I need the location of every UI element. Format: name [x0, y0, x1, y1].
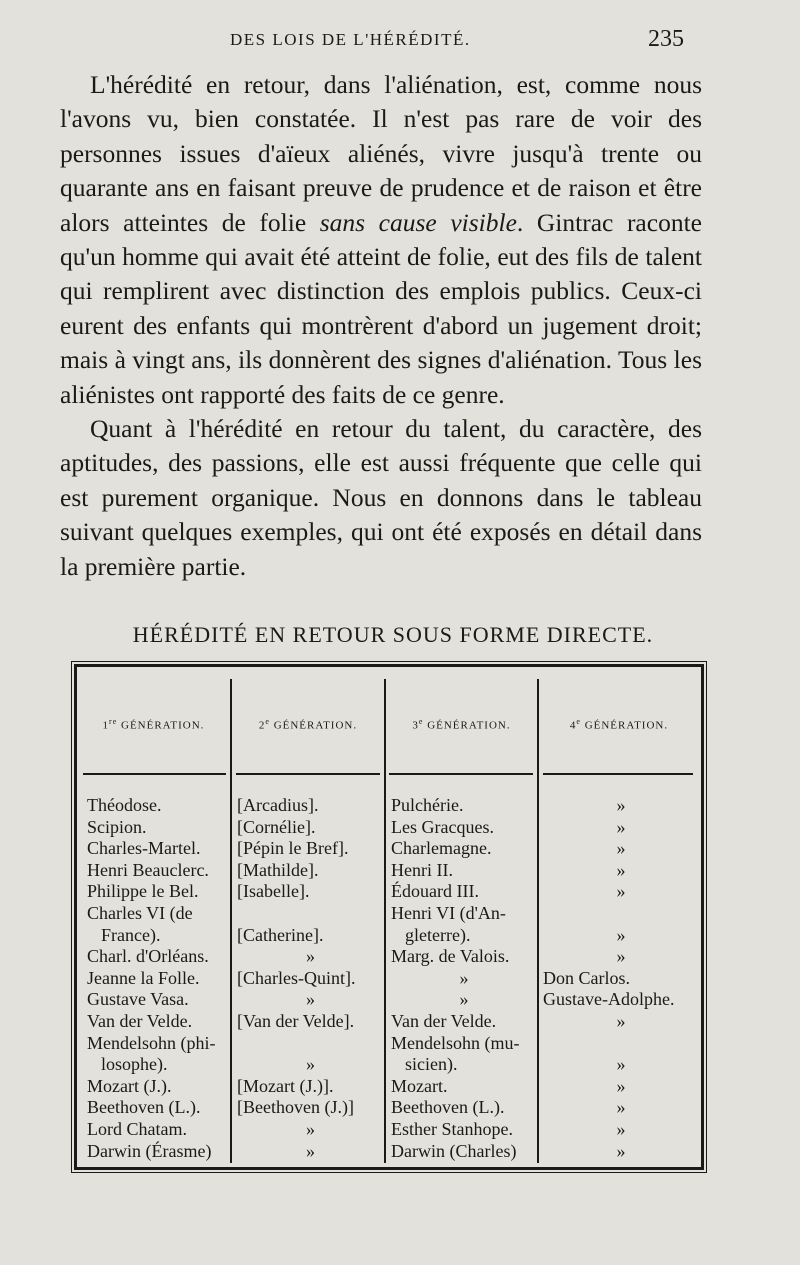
table-cell: » — [616, 816, 626, 837]
table-cell: Charles-Martel. — [87, 838, 201, 859]
table-cell — [543, 1033, 699, 1055]
column-rule — [230, 679, 232, 1163]
column-header-1-sup: re — [109, 717, 118, 726]
table-cell: » — [306, 1118, 315, 1139]
table-cell: Beethoven (L.). — [391, 1097, 505, 1118]
column-header-2-label: GÉNÉRATION. — [273, 719, 358, 732]
table-cell: [Van der Velde]. — [237, 1010, 355, 1031]
body-text — [60, 68, 702, 584]
paragraph-1-text-b: . Gintrac raconte qu'un homme qui avait été atteint de folie, eut des fils de talent qui remplirent avec distinction des emplois publics. Ceux-ci eurent des enfants qui montrèrent d'abord un jugement droit; mais à vingt ans, ils donnèrent des signes d'aliénation. Tous les aliénistes ont rapporté des faits de ce genre. — [60, 207, 702, 409]
table-cell: [Mozart (J.)]. — [237, 1075, 334, 1096]
table-cell: » — [616, 1010, 626, 1031]
table-cell: Don Carlos. — [543, 967, 630, 988]
header-rule — [236, 773, 380, 775]
table-cell: Henri VI (d'An- — [391, 902, 506, 923]
table-cell: [Beethoven (J.)] — [237, 1097, 354, 1118]
table-cell: France). — [101, 924, 161, 945]
column-header-4-label: GÉNÉRATION. — [584, 719, 669, 732]
column-header-4 — [539, 717, 699, 732]
table-cell: Mozart (J.). — [87, 1075, 172, 1096]
table-cell: Darwin (Charles) — [391, 1140, 517, 1161]
table-cell: Darwin (Érasme) — [87, 1140, 212, 1161]
column-rule — [537, 679, 539, 1163]
column-header-3-num: 3 — [412, 719, 419, 732]
table-cell: » — [306, 946, 315, 967]
column-header-1-label: GÉNÉRATION. — [121, 719, 205, 732]
table-cell: [Charles-Quint]. — [237, 967, 356, 988]
table-cell: Scipion. — [87, 816, 147, 837]
table-cell: » — [459, 989, 469, 1010]
table-cell: Philippe le Bel. — [87, 881, 199, 902]
table-cell: sicien). — [405, 1054, 458, 1075]
column-header-3-sup: e — [418, 717, 424, 726]
paragraph-1-emphasis: sans cause visible — [319, 207, 517, 237]
table-cell: Mendelsohn (mu- — [391, 1032, 520, 1053]
column-header-2-sup: e — [265, 717, 270, 726]
generations-table — [74, 664, 704, 1170]
column-header-1-num: 1 — [102, 719, 110, 732]
table-cell: [Arcadius]. — [237, 795, 319, 815]
table-cell: » — [616, 1118, 626, 1139]
page-number: 235 — [648, 26, 684, 52]
table-cell: Beethoven (L.). — [87, 1097, 201, 1118]
column-header-2 — [232, 717, 384, 732]
column-header-4-sup: e — [576, 717, 581, 726]
column-header-3 — [386, 717, 537, 732]
table-cell — [237, 903, 384, 925]
table-cell: [Pépin le Bref]. — [237, 838, 349, 859]
header-rule — [389, 773, 533, 775]
column-rule — [384, 679, 386, 1163]
column-header-4-num: 4 — [569, 719, 577, 732]
table-cell: » — [616, 946, 626, 967]
table-cell: Charl. d'Orléans. — [87, 946, 209, 967]
table-cell: Henri II. — [391, 859, 453, 880]
table-cell: Gustave Vasa. — [87, 989, 189, 1010]
table-cell: Édouard III. — [391, 881, 479, 902]
table-cell: Mendelsohn (phi- — [87, 1032, 216, 1053]
table-cell: Marg. de Valois. — [391, 946, 510, 967]
table-cell — [543, 903, 699, 925]
table-cell: » — [616, 1097, 626, 1118]
table-cell: » — [616, 1140, 626, 1161]
table-cell: Esther Stanhope. — [391, 1118, 513, 1139]
running-title: DES LOIS DE L'HÉRÉDITÉ. — [230, 30, 471, 49]
table-cell: Pulchérie. — [391, 795, 464, 815]
table-cell: losophe). — [101, 1054, 168, 1075]
table-cell: [Isabelle]. — [237, 881, 310, 902]
table-cell: » — [616, 1075, 626, 1096]
table-cell: » — [306, 1140, 315, 1161]
column-generation-1 — [87, 795, 230, 1162]
column-generation-4 — [543, 795, 699, 1162]
table-cell: » — [616, 881, 626, 902]
table-cell: Van der Velde. — [391, 1010, 497, 1031]
table-cell: » — [616, 838, 626, 859]
table-cell: » — [616, 1054, 626, 1075]
table-cell: Gustave-Adolphe. — [543, 989, 675, 1010]
table-cell: Charlemagne. — [391, 838, 492, 859]
table-cell: » — [306, 1054, 315, 1075]
table-cell: » — [616, 924, 626, 945]
table-cell: [Catherine]. — [237, 924, 324, 945]
header-rule — [83, 773, 226, 775]
column-header-3-label: GÉNÉRATION. — [427, 719, 511, 732]
column-header-1 — [77, 717, 230, 732]
table-cell — [237, 1033, 384, 1055]
table-cell: [Cornélie]. — [237, 816, 316, 837]
table-cell: gleterre). — [405, 924, 471, 945]
table-cell: » — [616, 859, 626, 880]
column-generation-2 — [237, 795, 384, 1162]
table-cell: Charles VI (de — [87, 902, 193, 923]
table-cell: » — [459, 967, 469, 988]
table-cell: Van der Velde. — [87, 1010, 193, 1031]
table-cell: Les Gracques. — [391, 816, 494, 837]
table-cell: Lord Chatam. — [87, 1118, 187, 1139]
table-cell: Jeanne la Folle. — [87, 967, 200, 988]
table-cell: » — [616, 795, 626, 815]
table-cell: » — [306, 989, 315, 1010]
column-header-2-num: 2 — [258, 719, 266, 732]
paragraph-1 — [60, 68, 702, 412]
header-rule — [543, 773, 693, 775]
table-title: HÉRÉDITÉ EN RETOUR SOUS FORME DIRECTE. — [132, 622, 654, 647]
table-cell: [Mathilde]. — [237, 859, 319, 880]
table-cell: Mozart. — [391, 1075, 448, 1096]
paragraph-1-text-a: L'hérédité en retour, dans l'aliénation, est, comme nous l'avons vu, bien constatée. Il n'est pas rare de voir des personnes issues d'aïeux aliénés, vivre jusqu'à trente ou quarante ans en faisant preuve de prudence et de raison et être alors atteintes de folie — [60, 70, 702, 237]
column-generation-3 — [391, 795, 537, 1162]
table-cell: Henri Beauclerc. — [87, 859, 209, 880]
table-cell: Théodose. — [87, 795, 162, 815]
paragraph-2: Quant à l'hérédité en retour du talent, du caractère, des aptitudes, des passions, elle est aussi fréquente que celle qui est purement organique. Nous en donnons dans le tableau suivant quelques exemples, qui ont été exposés en détail dans la première partie. — [60, 414, 702, 581]
